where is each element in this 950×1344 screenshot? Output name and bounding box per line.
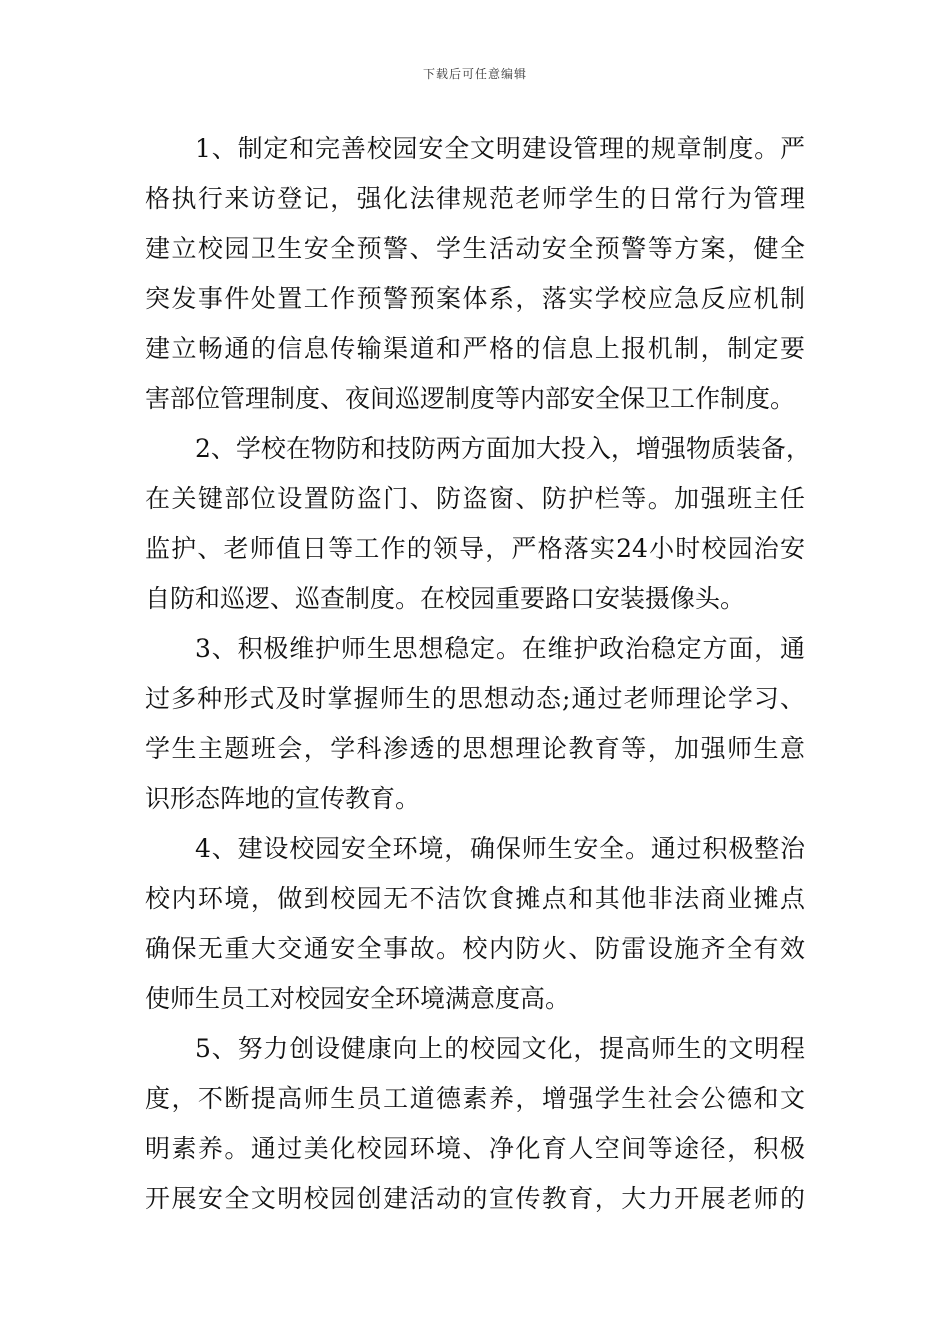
paragraph-5-line-3: 明素养。通过美化校园环境、净化育人空间等途径，积极 [145,1134,805,1163]
paragraph-5-line-4: 开展安全文明校园创建活动的宣传教育，大力开展老师的 [145,1184,805,1213]
paragraph-4-line-4: 使师生员工对校园安全环境满意度高。 [145,984,571,1013]
paragraph-1-line-5: 建立畅通的信息传输渠道和严格的信息上报机制，制定要 [145,334,805,363]
paragraph-1-line-1: 1、制定和完善校园安全文明建设管理的规章制度。严 [195,134,805,163]
paragraph-5-line-2: 度，不断提高师生员工道德素养，增强学生社会公德和文 [145,1084,805,1113]
paragraph-2-line-3: 监护、老师值日等工作的领导，严格落实24小时校园治安 [145,534,805,563]
paragraph-4-line-1: 4、建设校园安全环境，确保师生安全。通过积极整治 [195,834,805,863]
paragraph-5-line-1: 5、努力创设健康向上的校园文化，提高师生的文明程 [195,1034,805,1063]
paragraph-1-line-3: 建立校园卫生安全预警、学生活动安全预警等方案，健全 [145,234,805,263]
document-body [145,124,811,1224]
page-header-note: 下载后可任意编辑 [422,67,527,81]
paragraph-2-line-2: 在关键部位设置防盗门、防盗窗、防护栏等。加强班主任 [145,484,805,513]
paragraph-3-line-1: 3、积极维护师生思想稳定。在维护政治稳定方面，通 [195,634,805,663]
paragraph-4-line-2: 校内环境，做到校园无不洁饮食摊点和其他非法商业摊点 [145,884,805,913]
paragraph-1-line-4: 突发事件处置工作预警预案体系，落实学校应急反应机制 [145,284,805,313]
paragraph-1-line-6: 害部位管理制度、夜间巡逻制度等内部安全保卫工作制度。 [145,384,796,413]
paragraph-3-line-3: 学生主题班会，学科渗透的思想理论教育等，加强师生意 [145,734,805,763]
paragraph-1-line-2: 格执行来访登记，强化法律规范老师学生的日常行为管理 [145,184,805,213]
paragraph-3-line-4: 识形态阵地的宣传教育。 [145,784,421,813]
paragraph-2-line-1: 2、学校在物防和技防两方面加大投入，增强物质装备， [195,434,811,463]
paragraph-2-line-4: 自防和巡逻、巡查制度。在校园重要路口安装摄像头。 [145,584,746,613]
paragraph-4-line-3: 确保无重大交通安全事故。校内防火、防雷设施齐全有效 [145,934,805,963]
paragraph-3-line-2: 过多种形式及时掌握师生的思想动态;通过老师理论学习、 [145,684,805,713]
